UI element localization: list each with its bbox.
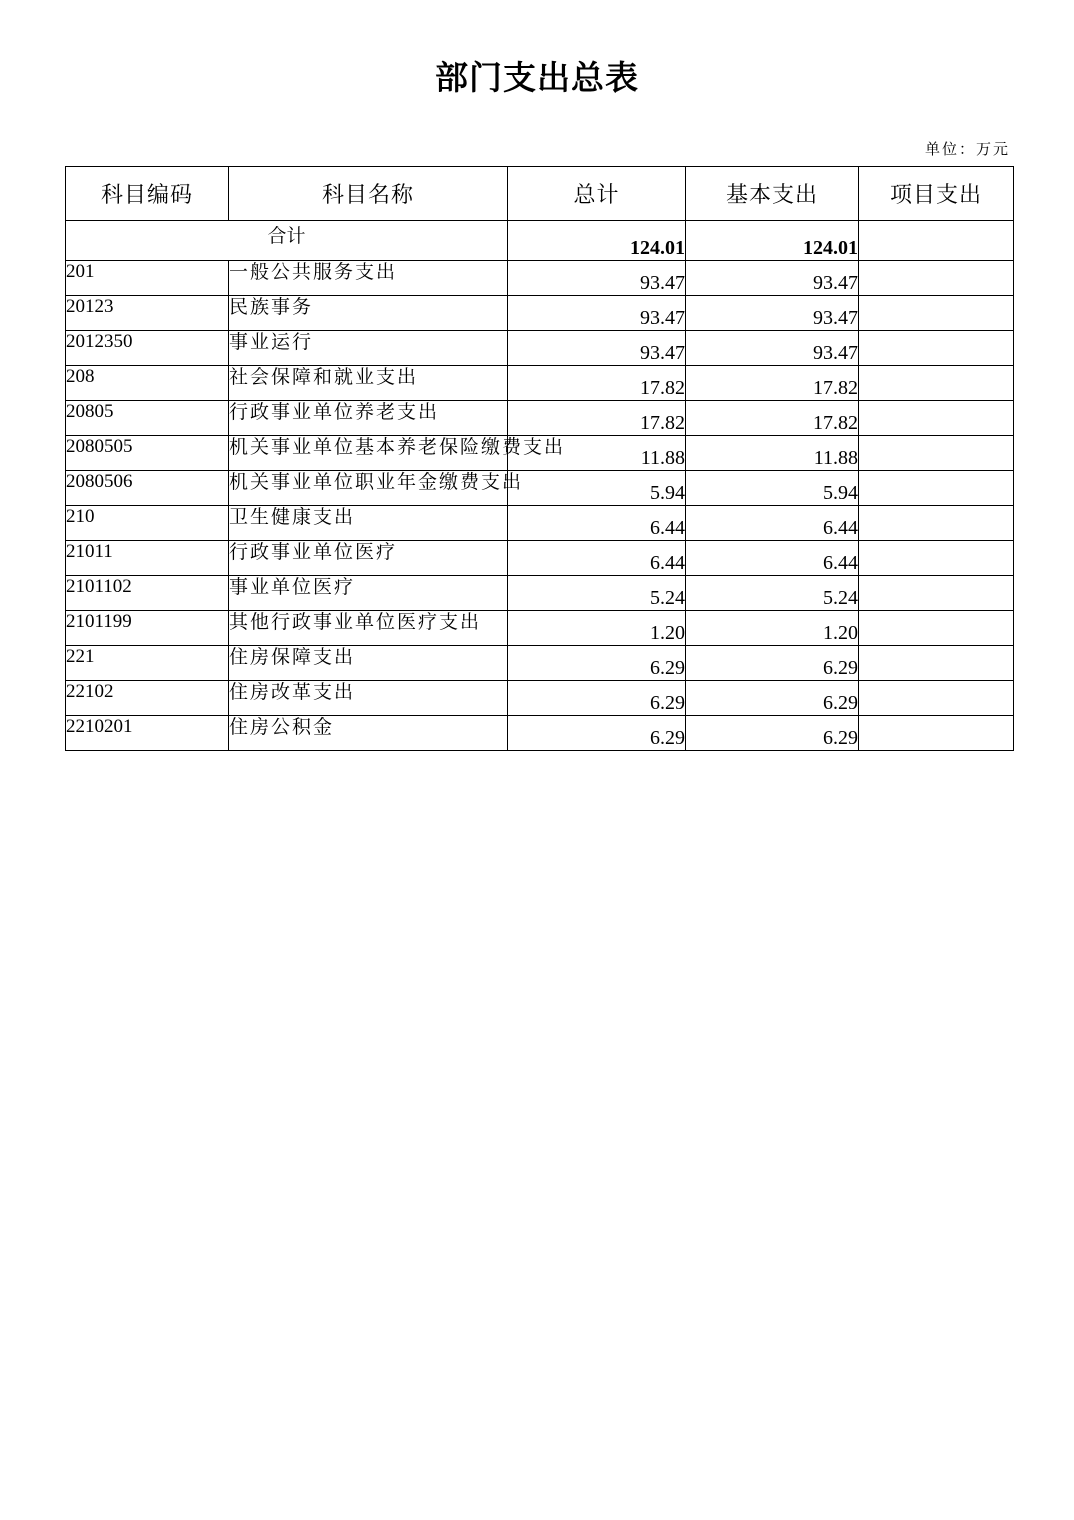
row-project [859,576,1014,611]
header-basic: 基本支出 [686,167,859,221]
row-code: 221 [66,646,229,681]
row-total: 17.82 [508,401,686,436]
row-name: 社会保障和就业支出 [229,366,508,401]
row-project [859,611,1014,646]
table-row [66,646,1014,681]
row-code: 2101199 [66,611,229,646]
row-basic: 6.44 [686,541,859,576]
row-name: 机关事业单位职业年金缴费支出 [229,471,508,506]
row-basic: 93.47 [686,261,859,296]
header-name: 科目名称 [229,167,508,221]
row-name: 机关事业单位基本养老保险缴费支出 [229,436,508,471]
row-basic: 17.82 [686,401,859,436]
row-name: 住房改革支出 [229,681,508,716]
row-name: 住房公积金 [229,716,508,751]
row-name: 行政事业单位养老支出 [229,401,508,436]
row-project [859,366,1014,401]
table-header-row [66,167,1014,221]
row-basic: 6.44 [686,506,859,541]
row-name: 住房保障支出 [229,646,508,681]
row-basic: 93.47 [686,331,859,366]
row-total: 6.44 [508,506,686,541]
row-total: 1.20 [508,611,686,646]
table-row [66,436,1014,471]
row-basic: 6.29 [686,681,859,716]
table-row [66,611,1014,646]
row-basic: 6.29 [686,646,859,681]
row-project [859,646,1014,681]
row-project [859,681,1014,716]
row-total: 93.47 [508,296,686,331]
row-basic: 17.82 [686,366,859,401]
row-name: 其他行政事业单位医疗支出 [229,611,508,646]
row-code: 22102 [66,681,229,716]
table-row [66,506,1014,541]
row-project [859,261,1014,296]
total-label: 合计 [66,221,508,261]
row-total: 93.47 [508,331,686,366]
table-row [66,331,1014,366]
row-total: 5.24 [508,576,686,611]
row-basic: 5.24 [686,576,859,611]
table-row [66,261,1014,296]
table-row [66,716,1014,751]
row-project [859,716,1014,751]
total-row [66,221,1014,261]
total-project [859,221,1014,261]
row-name: 民族事务 [229,296,508,331]
row-basic: 5.94 [686,471,859,506]
page-title: 部门支出总表 [435,58,639,97]
row-code: 2210201 [66,716,229,751]
unit-label: 单位：万元 [924,140,1010,158]
row-project [859,401,1014,436]
row-basic: 11.88 [686,436,859,471]
table-row [66,471,1014,506]
row-basic: 6.29 [686,716,859,751]
row-name: 行政事业单位医疗 [229,541,508,576]
row-name: 卫生健康支出 [229,506,508,541]
table-row [66,296,1014,331]
row-total: 93.47 [508,261,686,296]
row-code: 2080505 [66,436,229,471]
row-total: 6.29 [508,646,686,681]
total-total: 124.01 [508,221,686,261]
total-basic: 124.01 [686,221,859,261]
row-name: 一般公共服务支出 [229,261,508,296]
table-row [66,366,1014,401]
row-code: 210 [66,506,229,541]
row-project [859,506,1014,541]
row-code: 21011 [66,541,229,576]
row-total: 6.29 [508,716,686,751]
row-code: 208 [66,366,229,401]
row-project [859,296,1014,331]
row-basic: 93.47 [686,296,859,331]
row-name: 事业运行 [229,331,508,366]
row-project [859,471,1014,506]
row-code: 2080506 [66,471,229,506]
table-row [66,541,1014,576]
row-name: 事业单位医疗 [229,576,508,611]
header-project: 项目支出 [859,167,1014,221]
row-total: 5.94 [508,471,686,506]
row-project [859,331,1014,366]
row-code: 2101102 [66,576,229,611]
table-row [66,401,1014,436]
row-project [859,436,1014,471]
header-code: 科目编码 [66,167,229,221]
row-code: 201 [66,261,229,296]
row-basic: 1.20 [686,611,859,646]
table-row [66,576,1014,611]
row-total: 11.88 [508,436,686,471]
row-total: 6.44 [508,541,686,576]
expenditure-table [65,166,1014,751]
table-row [66,681,1014,716]
row-code: 20123 [66,296,229,331]
row-total: 17.82 [508,366,686,401]
row-code: 2012350 [66,331,229,366]
row-total: 6.29 [508,681,686,716]
header-total: 总计 [508,167,686,221]
row-project [859,541,1014,576]
row-code: 20805 [66,401,229,436]
